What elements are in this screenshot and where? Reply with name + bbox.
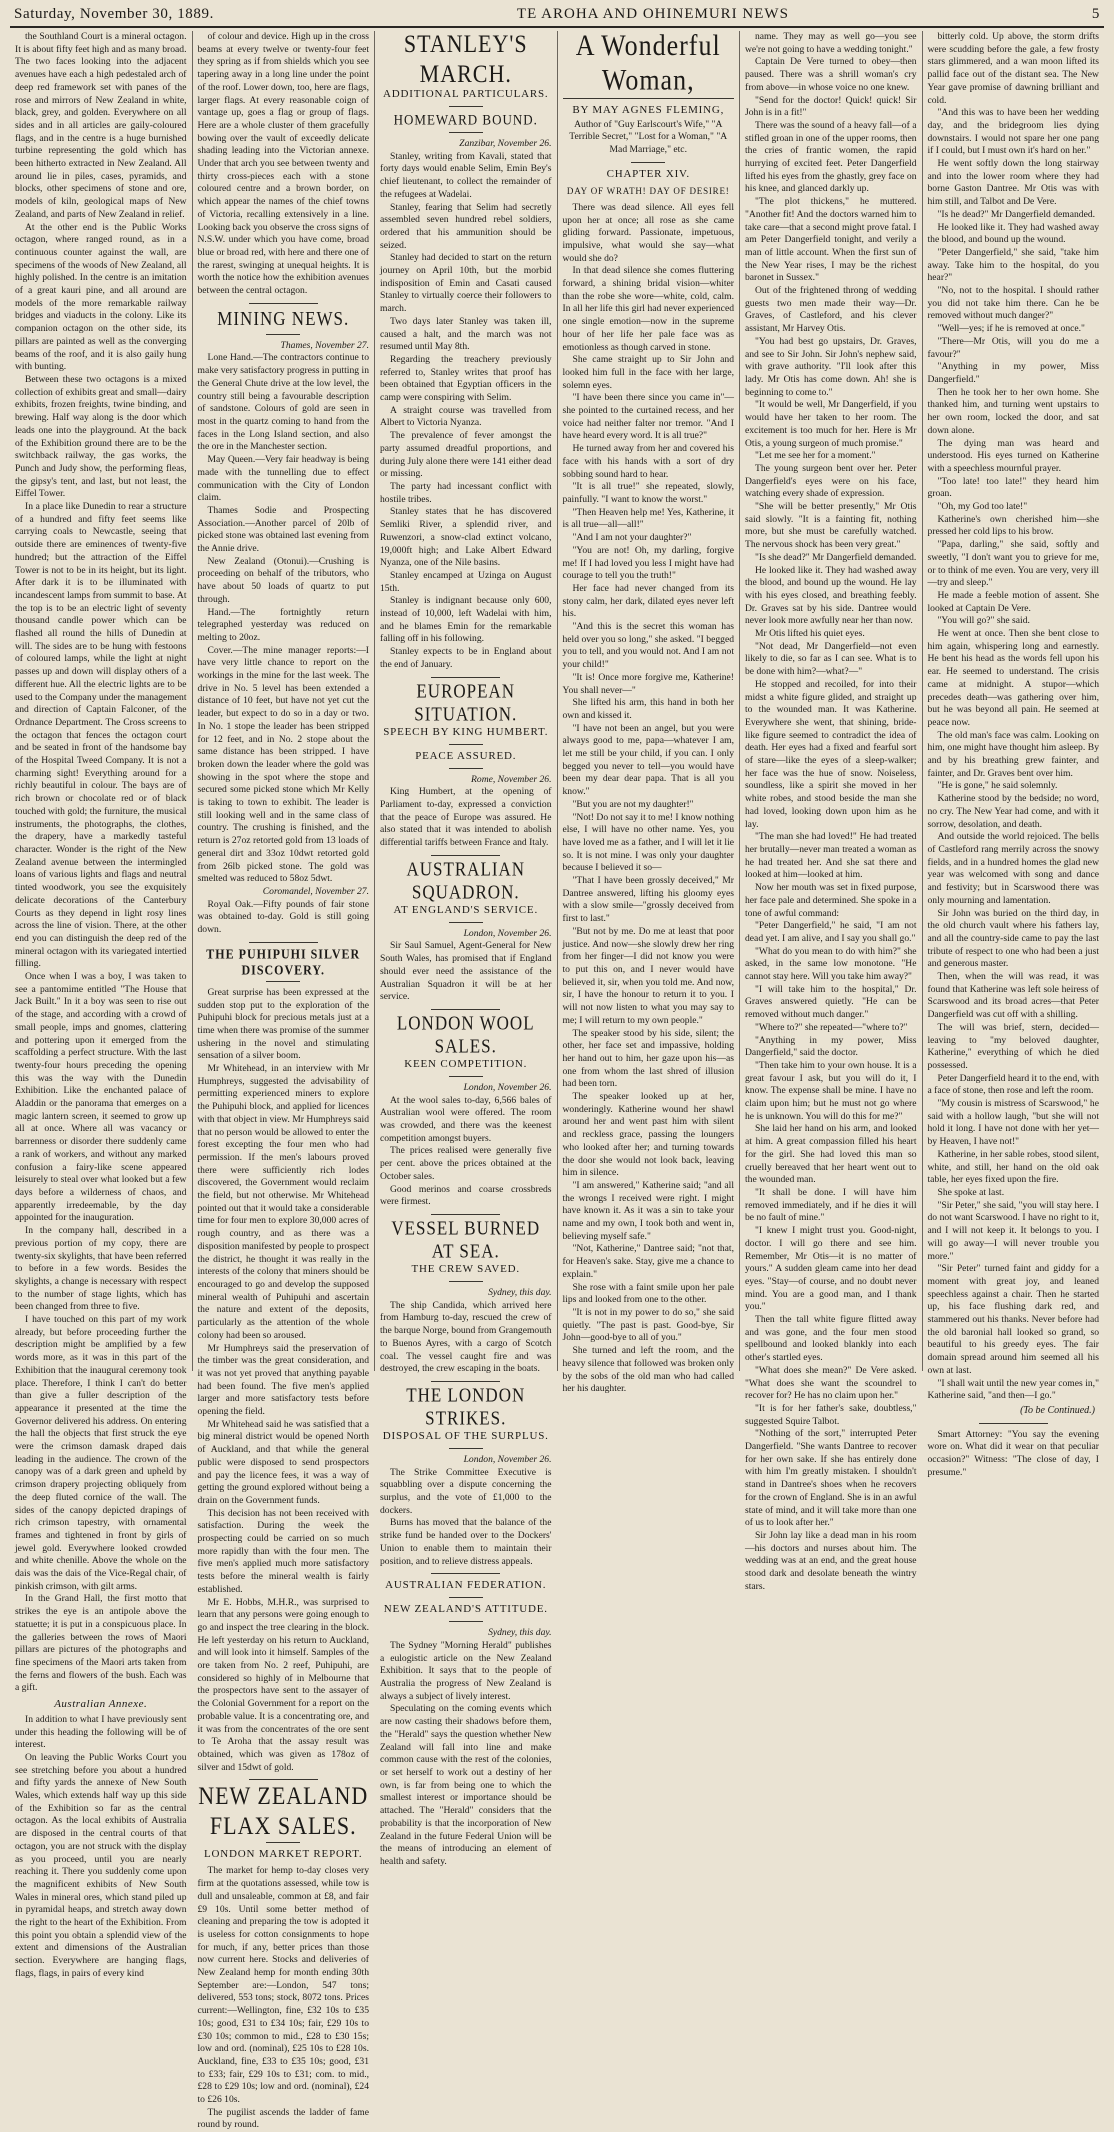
paragraph: The prices realised were generally five per cent. above the prices obtained at the October sales. (380, 1145, 552, 1182)
paragraph: There was dead silence. All eyes fell upon her at once; all rose as she came gliding forward. Passionate, impetuous, impulsive, what would she say—what would she do? (562, 201, 734, 264)
paragraph: "I am answered," Katherine said; "and all the wrongs I received were right. I might have known it. As it was a sin to take your name and my own, I took both and went in, believing myself safe." (562, 1179, 734, 1242)
chapter-heading: CHAPTER XIV. (606, 167, 690, 180)
paragraph: Between these two octagons is a mixed collection of exhibits great and small—dairy exhibits, frozen freights, twine binding, and brewing. Half way along is the door which leads one into the playground. At the back of the Exhibition ground there are to be the switchback railway, the gas works, the Punch and Judy show, the performing fleas, the gipsy's tent, and last, but not least, the Eiffel Tower. (15, 373, 187, 500)
squadron-paragraphs (380, 940, 552, 1004)
vessel-subheading: THE CREW SAVED. (411, 1263, 520, 1275)
vessel-paragraphs (380, 1300, 552, 1376)
paragraph: "Sir Peter" turned faint and giddy for a moment with great joy, and leaned speechless against a chair. Then he started up, his face flushing dark red, and stammered out his thanks. Never before had the old baronial hall looked so grand, so beautiful to his greedy eyes. The fair domain spread around him seemed all his own at last. (927, 1263, 1099, 1376)
european-heading: EUROPEAN SITUATION. (414, 679, 518, 725)
paragraph: "I knew I might trust you. Good-night, doctor. I will go there and see him. Remember, Mr Otis—it is no matter of yours." A sudden gleam came into her dead eyes. "Stay—of course, and no doubt never mind. You are a good man, and I thank you." (745, 1225, 917, 1313)
divider (449, 1281, 483, 1282)
exhibition-article (15, 31, 187, 1981)
story-title: A Wonderful Woman, (575, 28, 721, 97)
paragraph: Smart Attorney: "You say the evening wore on. What did it wear on that peculiar occasion?" Witness: "The close of day, I presume." (927, 1428, 1099, 1478)
divider (431, 855, 500, 856)
divider (449, 132, 483, 133)
paragraph: "You are not! Oh, my darling, forgive me! If I had loved you less I might have had courage to tell you the truth!" (562, 544, 734, 582)
squadron-heading: AUSTRALIAN SQUADRON. (406, 857, 526, 903)
paragraph: "You had best go upstairs, Dr. Graves, and see to Sir John. Sir John's nephew said, with grave authority. "I'll look after this lady. Mr Otis has come down. Ah! she is beginning to come to." (745, 335, 917, 398)
flax-sales-heading: NEW ZEALAND FLAX SALES. (198, 1781, 369, 1841)
paragraph: of colour and device. High up in the cross beams at every twelve or twenty-four feet they spring as if from shields which you see tapering away in a long line under the point of the roof. Lower down, too, here are flags, larger flags. At every reasonable coign of vantage up, goes a flag or group of flags. Here are a whole cluster of them gracefully bowing over the vault of exceedly delicate shading leading into the Victorian annexe. Under that arch you see between twenty and thirty cross-pieces each with a stone coloured centre and a brown border, on which appear the names of the chief towns of Victoria, recalling extensively in a line. Looking back you observe the cross signs of N.S.W. under which you have come, broad blue or broad red, with here and there one of the rarest, swinging at unequal heights. It is worth the notice how the exhibition avenues between the central octagon. (197, 31, 369, 297)
story-paragraphs-part-2 (745, 31, 917, 1593)
paragraph: "I have not been an angel, but you were always good to me, papa—whatever I am, let me still be your child, if you can. I only begged you never to tell—you would have been my dear dear papa. That is all you know." (562, 722, 734, 798)
story-byline: BY MAY AGNES FLEMING, (572, 104, 725, 116)
exhibition-paragraphs (15, 31, 187, 1695)
issue-date: Saturday, November 30, 1889. (14, 6, 214, 22)
paragraph: "It is all true!" she repeated, slowly, painfully. "I want to know the worst." (562, 481, 734, 505)
paragraph: The speaker looked up at her, wonderingly. Katherine wound her shawl around her and went past him with silent and reckless grace, passing the loungers who looked after her; and turning towards the door she would not look back, leaving him in silence. (562, 1091, 734, 1179)
divider (631, 162, 665, 163)
paragraph: Cover.—The mine manager reports:—I have very little chance to report on the workings in the mine for the last week. The drive in No. 5 level has been extended a distance of 10 feet, but have not yet cut the leader, but expect to do so in a day or two. In No. 1 stope the leader has been stripped for 12 feet, and in No. 2 stope about the same distance has been stripped. I have broken down the leader where the gold was showing in the spot where the stope and secured some picked stone which Mr Kelly is taking to town to exhibit. The leader is still looking well and in the same class of country. The crushing is finished, and the return is 27oz retorted gold from 13 loads of general dirt and 33oz 10dwt retorted gold from 26lb picked stone. The gold was smelted was reduced to 58oz 5dwt. (197, 644, 369, 885)
paragraph: The party had incessant conflict with hostile tribes. (380, 480, 552, 505)
paragraph: "I will take him to the hospital," Dr. Graves answered quietly. "He can be removed without much danger." (745, 983, 917, 1021)
paragraph: He went at once. Then she bent close to him again, whispering long and earnestly. He bent his head as the words fell upon his ear. He seemed to understand. The crisis came at midnight. A stupor—which precedes death—was gathering over him, but he was beyond all pain. He seemed at peace now. (927, 628, 1099, 728)
paragraph: Two days later Stanley was taken ill, caused a halt, and the march was not resumed until May 8th. (380, 315, 552, 353)
paragraph: She spoke at last. (937, 1186, 1005, 1198)
mining-dateline: Thames, November 27. (280, 339, 369, 351)
paragraph: "Anything in my power, Miss Dangerfield," said the doctor. (745, 1034, 917, 1059)
squadron-dateline: London, November 26. (463, 927, 552, 939)
paragraph: Stanley, fearing that Selim had secretly assembled seven hundred rebel soldiers, ordered that his ammunition should be seized. (380, 201, 552, 251)
mining-news-heading: MINING NEWS. (217, 307, 350, 330)
paragraph: Then, when the will was read, it was found that Katherine was left sole heiress of Scarswood and its broad acres—that Peter Dangerfield was cut off with a shilling. (927, 971, 1099, 1021)
wool-subheading: KEEN COMPETITION. (404, 1057, 528, 1070)
paragraph: The Sydney "Morning Herald" publishes a eulogistic article on the New Zealand Exhibition. It says that to the people of Australia the progress of New Zealand is always a subject of lively interest. (380, 1639, 552, 1702)
paragraph: She laid her hand on his arm, and looked at him. A great compassion filled his heart for the girl. She had loved this man so cruelly bereaved that her heart went out to the wounded man. (745, 1123, 917, 1186)
paragraph: "The plot thickens," he muttered. "Another fit! And the doctors warned him to take care—that a second might prove fatal. I am Peter Dangerfield tonight, and verily a man of little account. When the first sun of the New Year rises, I may be the richest baronet in Sussex." (745, 196, 917, 284)
paragraph: Thames Sodie and Prospecting Association.—Another parcel of 20lb of picked stone was obtained last evening from the Annie drive. (197, 504, 369, 555)
peace-assured-heading: PEACE ASSURED. (415, 749, 517, 762)
paragraph: Good merinos and coarse crossbreds were firmest. (380, 1183, 552, 1208)
story-author-credits: Author of "Guy Earlscourt's Wife," "A Terrible Secret," "Lost for a Woman," "A Mad Marriage," etc. (569, 118, 728, 156)
paragraph: He stopped and recoiled, for into their midst a white figure glided, and straight up to the wounded man. It was Katherine. Everywhere she went, that shining, bride-like figure seemed to contradict the idea of death. Her eyes had a fixed and fearful sort of stare—like the eyes of a sleep-walker; her face was the hue of snow. Noiseless, soundless, like a spirit she moved in her white robes, and stood beside the man she had loved, looking down upon him as he lay. (745, 678, 917, 830)
paragraph: the Southland Court is a mineral octagon. It is about fifty feet high and as many broad. The two faces looking into the adjacent avenues have each a high pedestaled arch of deep red framework set with panes of the rose and mirrors of New Zealand in white, black, grey, and golden. Everywhere on all sides and in all articles are gaily-coloured flags, and in the centre is a huge burnished turbine representing the gold which has been hitherto extracted in New Zealand. All around lie in piles, cases, pyramids, and blocks, other specimens of stone and ore, models of kiln, geological maps of New Zealand, and parts of New Zealand in relief. (15, 31, 187, 220)
paragraph: "It would be well, Mr Dangerfield, if you would have her taken to her room. The excitement is too much for her. Here is Mr Otis, a young surgeon of much promise." (745, 399, 917, 449)
paragraph: "He is gone," he said solemnly. (937, 780, 1058, 792)
paragraph: "What does she mean?" De Vere asked. "What does she want the scoundrel to recover for? He has no claim upon her." (745, 1364, 917, 1402)
european-subheading: SPEECH BY KING HUMBERT. (383, 725, 549, 738)
paragraph: At the wool sales to-day, 6,566 bales of Australian wool were offered. The room was crowded, and there was the keenest competition amongst buyers. (380, 1094, 552, 1144)
squadron-subheading: AT ENGLAND'S SERVICE. (393, 903, 538, 916)
paragraph: On leaving the Public Works Court you see stretching before you about a hundred and fifty yards the annexe of New South Wales, which extends half way up this side of the Exhibition so far as the central octagon. As the local exhibits of Australia are disposed in the central courts of that octagon, you are not struck with the display as you proceed, until you are nearly reaching it. There you suddenly come upon the magnificent exhibits of New South Wales in mineral ores, which stand piled up in pyramidal heaps, and stretch away down the right to the heart of the Exhibition. From this point you obtain a splendid view of the extent and dimensions of the Australian section. Everywhere are hanging flags, flags, flags, in pairs of every kind (15, 1751, 187, 1979)
silver-paragraphs (198, 987, 370, 1775)
paragraph: The young surgeon bent over her. Peter Dangerfield's eyes were on his face, watching every shade of expression. (745, 462, 917, 500)
divider (431, 1214, 500, 1215)
divider (449, 744, 483, 745)
paragraph: Mr E. Hobbs, M.H.R., was surprised to learn that any persons were going enough to go and inspect the tree clearing in the block. He left yesterday on his return to Auckland, and will look into it himself. Samples of the ore taken from No. 2 reef, Puhipuhi, are considered so highly of in Melbourne that the prospectors have sent to the assayer of the Colonial Government for a report on the probable value. It is a concentrating ore, and it was from the concentrates of the ore sent to Te Aroha that the assay result was obtained, which was given as 178oz of silver and 15dwt of gold. (197, 1596, 369, 1773)
coromandel-paragraphs (198, 899, 370, 937)
paragraph: And outside the world rejoiced. The bells of Castleford rang merrily across the snowy fields, and in a hundred homes the glad new year was welcomed with song and dance and festivity; but in Scarswood there was only mourning and lamentation. (927, 831, 1099, 906)
paragraph: In addition to what I have previously sent under this heading the following will be of interest. (15, 1713, 187, 1751)
australian-annexe-heading: Australian Annexe. (54, 1698, 148, 1711)
paragraph: Mr Humphreys said the preservation of the timber was the great consideration, and it was not yet proved that anything payable had been found. The five men's applied larger and more satisfactory tests before opening the field. (197, 1342, 369, 1418)
paragraph: "Then take him to your own house. It is a great favour I ask, but you will do it, I know. The expense shall be mine. I have no claim upon him; but he must not go where he is unknown. You will do this for me?" (745, 1059, 917, 1122)
vessel-burned-heading: VESSEL BURNED AT SEA. (391, 1217, 541, 1262)
european-paragraphs (380, 786, 552, 850)
paragraph: "And this is the secret this woman has held over you so long," she asked. "I begged you to tell, and you would not. And I am not your child!" (562, 621, 734, 671)
filler-paragraphs (928, 1429, 1100, 1480)
paragraph: The will was brief, stern, decided—leaving to "my beloved daughter, Katherine," everything of which he died possessed. (927, 1021, 1099, 1071)
silver-discovery-heading: THE PUHIPUHI SILVER DISCOVERY. (206, 945, 361, 978)
paragraph: Then he took her to her own home. She thanked him, and turning went upstairs to her own room, locked the door, and sat down alone. (927, 386, 1099, 436)
paragraph: "But you are not my daughter!" (572, 798, 694, 810)
divider (449, 768, 483, 769)
paragraph: "Let me see her for a moment." (755, 450, 876, 462)
paragraph: Great surprise has been expressed at the sudden stop put to the exploration of the Puhipuhi block for precious metals just at a time when there was promise of the summer ushering in the novel and stimulating sensation of a silver boom. (197, 986, 369, 1062)
paragraph: Speculating on the coming events which are now casting their shadows before them, the "Herald" says the question whether New Zealand will fall into line and make common cause with the rest of the colonies, or set herself to work out a destiny of her own, is far from being one to which the smallest interest or importance should be attached. The "Herald" considers that the probability is that the incorporation of New Zealand in the future Federal Union will be the means of introducing an element of health and safety. (380, 1703, 552, 1867)
paragraph: "Not! Do not say it to me! I know nothing else, I will have no other name. Yes, you have loved me as a father, and I will let it lie so. It is not mine. I was only your daughter because I believed it so— (562, 811, 734, 874)
paragraph: "Peter Dangerfield," she said, "take him away. Take him to the hospital, do you hear?" (927, 246, 1099, 284)
column-3 (375, 29, 558, 1867)
paragraph: May Queen.—Very fair headway is being made with the tunnelling due to effect communication with the City of London claim. (197, 454, 369, 504)
paragraph: "It is for her father's sake, doubtless," suggested Squire Talbot. (745, 1402, 917, 1427)
divider (449, 922, 483, 923)
paragraph: Sir Saul Samuel, Agent-General for New South Wales, has promised that if England should ever need the assistance of the Australian Squadron it will be at her service. (380, 940, 552, 1003)
divider (979, 1423, 1048, 1424)
paragraph: In the company hall, described in a previous portion of my copy, there are twenty-six skylights, that have been referred to before in a few words. Besides the skylights, a change is necessary with respect to the number of stage lights, which has been changed from three to five. (15, 1225, 187, 1313)
paragraph: "Too late! too late!" they heard him groan. (927, 475, 1099, 500)
paragraph: Katherine's own cherished him—she pressed her cold lips to his brow. (927, 513, 1099, 538)
story-paragraphs-part-3 (928, 31, 1100, 1403)
paragraph: "Nothing of the sort," interrupted Peter Dangerfield. "She wants Dantree to recover for her own sake. If she has entirely done with him I'm greatly mistaken. I shouldn't stand in Dantree's shoes when he recovers for the crown of England. She is in an awful state of mind, and it will take more than one of us to look after her." (745, 1428, 917, 1529)
paragraph: A straight course was travelled from Albert to Victoria Nyanza. (380, 404, 552, 429)
paragraph: Katherine stood by the bedside; no word, no cry. The New Year had come, and with it sorrow, desolation, and death. (927, 793, 1099, 830)
divider (266, 1842, 300, 1843)
divider (249, 942, 318, 943)
paragraph: Sir John was buried on the third day, in the old church vault where his fathers lay, and all the country-side came to pay the last tribute of respect to one who had been a just and generous master. (927, 907, 1099, 970)
stanley-heading: STANLEY'S MARCH. (403, 29, 528, 88)
paragraph: In a place like Dunedin to rear a structure of a hundred and fifty feet seems like carrying coals to Newcastle, seeing that outside there are eminences of twenty-five hundred; but the attraction of the Eiffel Tower is not to be in its height, but its light. After dark it is to be illuminated with incandescent lamps from summit to base. At the top is to be an electric light of seventy thousand candle power which can be flashed all round the hills of Dunedin at will. The sides are to be hung with festoons of coloured lamps, while the light at night passes up and down will display others of a different hue. All the electric lights are to be used to the Company under the management and direction of Captain Falconer, of the Ordnance Department. The Cross screens to the octagon that fences the octagon court and be seated in front of the handsome bay of the Hospital Tweed Company. It is not a charming sight! Everything around for a richly beautiful in colour. The bays are of rich brown or chocolate red or of black touched with gold; the furniture, the musical instruments, the photographs, the clothes, the drapery, have a markedly tasteful character. Wonder is the right of the New Zealand avenue between the intermingled loans of various lights and flags and neutral tinted woodwork, you see the exquisitely delicate decorations of the Canterbury Courts as they depend in light rosy lines across the line of vision. There, at the other end you can distinguish the deep red of the mineral octagon with its variegated intertied filling. (15, 501, 187, 970)
paragraph: The old man's face was calm. Looking on him, one might have thought him asleep. By and by his breathing grew fainter, and fainter, and Dr. Graves bent over him. (927, 729, 1099, 779)
paragraph: "It is! Once more forgive me, Katherine! You shall never—" (562, 671, 734, 696)
coromandel-dateline: Coromandel, November 27. (262, 886, 369, 897)
paragraph: Mr Whitehead, in an interview with Mr Humphreys, suggested the advisability of permitting experienced miners to explore the Puhipuhi block, and applied for licences with that object in view. Mr Humphreys said that no person would be allowed to enter the forest excepting the four men who had permission. If the men's labours proved there were sufficiently rich lodes discovered, the Government would reclaim the field, but not otherwise. Mr Whitehead pointed out that it would take a considerable time for four men to explore 30,000 acres of rough country, and as there was a disposition manifested by people to prospect the district, he thought it was really in the interests of the colony that miners should be encouraged to go and develop the supposed mineral wealth of Puhipuhi and ascertain the nature and extent of the deposits, particularly as the attention of the whole colony had been so aroused. (197, 1063, 370, 1341)
paragraph: "I have been there since you came in"—she pointed to the curtained recess, and her voice had neither falter nor tremor. "And I have heard every word. It is all true?" (562, 392, 734, 442)
paragraph: In the Grand Hall, the first motto that strikes the eye is an antipole above the statuette; it is put in a conspicuous place. In the galleries between the rows of Maori pillars are pictures of the photographs and fine specimens of the Maori arts taken from the ferns and flowers of the bush. Each was a gift. (15, 1593, 187, 1694)
paragraph: She came straight up to Sir John and looked him full in the face with her large, solemn eyes. (562, 354, 734, 391)
paragraph: Katherine, in her sable robes, stood silent, white, and still, her hand on the old oak table, her eyes fixed upon the fire. (927, 1148, 1099, 1186)
flax-paragraphs (198, 1865, 370, 2132)
paragraph: "Is he dead?" Mr Dangerfield demanded. (937, 208, 1096, 220)
paragraph: Hand.—The fortnightly return telegraphed yesterday was reduced on melting to 20oz. (197, 606, 369, 643)
wool-sales-heading: LONDON WOOL SALES. (396, 1011, 535, 1057)
paragraph: The dying man was heard and understood. His eyes turned on Katherine with a speechless mournful prayer. (927, 437, 1099, 474)
paragraph: He looked like it. They had washed away the blood, and bound up the wound. (927, 221, 1099, 246)
paragraph: The speaker stood by his side, silent; the other, her face set and impassive, holding her hand out to him, her gaze upon his—as one from whom the last shred of illusion had been torn. (562, 1027, 734, 1090)
divider (449, 106, 483, 107)
london-strikes-heading: THE LONDON STRIKES. (406, 1383, 526, 1429)
divider (266, 981, 300, 982)
paragraph: "And this was to have been her wedding day, and the bridegroom lies dying downstairs. I would not spare her one pang if I could, but I must own it's hard on her." (927, 107, 1099, 157)
newspaper-title: TE AROHA AND OHINEMURI NEWS (516, 6, 789, 22)
strikes-subheading: DISPOSAL OF THE SURPLUS. (382, 1429, 549, 1442)
paragraph: Now her mouth was set in fixed purpose, her face pale and determined. She spoke in a tone of awful command: (745, 882, 917, 919)
paragraph: "Not, Katherine," Dantree said; "not that, for Heaven's sake. Stay, give me a chance to explain." (562, 1243, 734, 1280)
divider (431, 677, 500, 678)
stanley-paragraphs (380, 151, 552, 672)
paragraph: "It is not in my power to do so," she said quietly. "The past is past. Good-bye, Sir John—good-bye to all of you." (562, 1306, 734, 1344)
paragraph: "I shall wait until the new year comes in," Katherine said, "and then—I go." (927, 1377, 1099, 1402)
paragraph: This decision has not been received with satisfaction. During the week the prospecting could be carried on so much more rapidly than with the four men. The five men's applied much more satisfactory tests before the mineral wealth is fairly established. (197, 1507, 369, 1595)
federation-subheading: NEW ZEALAND'S ATTITUDE. (383, 1603, 548, 1616)
paragraph: He looked like it. They had washed away the blood, and bound up the wound. He lay with his eyes closed, and breathing feebly. Dr. Graves sat by his side. Dantree would never look more awfully near her than now. (745, 564, 917, 627)
paragraph: Lone Hand.—The contractors continue to make very satisfactory progress in putting in the General Chute drive at the low level, the country still being a favourable description of sandstone. Colours of gold are seen in most in the quartz coming to hand from the faces in the Long Island section, and also the ore in the Manchester section. (197, 352, 369, 453)
column-4 (558, 28, 741, 1395)
federation-heading: AUSTRALIAN FEDERATION. (385, 1579, 547, 1592)
paragraph: She rose with a faint smile upon her pale lips and looked from one to the other. (562, 1281, 734, 1306)
divider (449, 1448, 483, 1449)
divider (431, 1009, 500, 1010)
paragraph: "You will go?" she said. (937, 615, 1030, 627)
divider (431, 1381, 500, 1382)
paragraph: The ship Candida, which arrived here from Hamburg to-day, rescued the crew of the barque Norge, bound from Grangemouth to Buenos Ayres, with a cargo of Scotch coal. The vessel caught fire and was destroyed, the crew escaping in the boats. (380, 1299, 552, 1375)
paragraph: "She will be better presently," Mr Otis said slowly. "It is a fainting fit, nothing more, but she must be carefully watched. The nervous shock has been very great." (745, 501, 917, 551)
paragraph: Mr Otis lifted his quiet eyes. (755, 628, 865, 640)
paragraph: "Oh, my God too late!" (937, 501, 1028, 513)
masthead (10, 6, 1104, 28)
paragraph: Royal Oak.—Fifty pounds of fair stone was obtained to-day. Gold is still going down. (197, 898, 369, 936)
paragraph: Stanley states that he has discovered Semliki River, a splendid river, and Ruwenzori, a snow-clad extinct volcano, 19,000ft high; and Lake Albert Edward Nyanza, one of the Nile basins. (380, 506, 552, 569)
paragraph: The pugilist ascends the ladder of fame round by round. (197, 2106, 369, 2131)
column-6 (923, 31, 1105, 1478)
paragraph: Burns has moved that the balance of the strike fund be handed over to the Dockers' Union to enable them to maintain their position, and to relieve distress appeals. (380, 1517, 552, 1567)
column-5 (740, 31, 923, 1592)
paragraph: "And I am not your daughter?" (572, 532, 692, 544)
divider (449, 1597, 483, 1598)
strikes-dateline: London, November 26. (463, 1453, 552, 1465)
homeward-heading: HOMEWARD BOUND. (393, 110, 538, 129)
european-dateline: Rome, November 26. (471, 773, 552, 785)
vessel-dateline: Sydney, this day. (488, 1287, 552, 1298)
flax-subheading: LONDON MARKET REPORT. (204, 1848, 363, 1861)
annexe-paragraphs (15, 1714, 187, 1981)
paragraph: Then the tall white figure flitted away and was gone, and the four men stood spellbound and looked blankly into each other's startled eyes. (745, 1314, 917, 1364)
chapter-subheading: DAY OF WRATH! DAY OF DESIRE! (566, 185, 730, 196)
column-2 (193, 31, 376, 2131)
paragraph: Sir John lay like a dead man in his room—his doctors and nurses about him. The wedding was at an end, and the great house stood dark and desolate beneath the wintry stars. (745, 1529, 917, 1592)
paragraph: "Where to?" she repeated—"where to?" (755, 1021, 908, 1033)
paragraph: At the other end is the Public Works octagon, where ranged round, as in a continuous counter against the wall, are specimens of the woods of New Zealand, all highly polished. In the centre is an imitation of a great kauri pine, and all around are models of the more remarkable railway bridges and viaducts in the colony. Like its companion octagon on the other side, its pillars are painted as well as the converging beams of the roof, and it is also gaily hung with bunting. (15, 221, 187, 373)
paragraph: "No, not to the hospital. I should rather you did not take him there. Can he be removed without much danger?" (927, 285, 1099, 322)
annexe-continued (198, 31, 370, 298)
paragraph: The prevalence of fever amongst the party assumed dreadful proportions, and during July alone there were 141 either dead or missing. (380, 430, 552, 480)
paragraph: "Sir Peter," she said, "you will stay here. I do not want Scarswood. I have no right to it, and I will not keep it. It belongs to you. I will go away—I will never trouble you more." (927, 1199, 1099, 1262)
federation-dateline: Sydney, this day. (488, 1627, 552, 1639)
page-number: 5 (1091, 6, 1100, 22)
paragraph: "Send for the doctor! Quick! quick! Sir John is in a fit!" (745, 94, 917, 119)
paragraph: "That I have been grossly deceived," Mr Dantree answered, lifting his gloomy eyes with a slow smile—"grossly deceived from first to last." (562, 875, 734, 925)
paragraph: "Papa, darling," she said, softly and sweetly, "I don't want you to grieve for me, or to think of me even. You are very, very ill—try and sleep." (927, 539, 1099, 589)
wool-dateline: London, November 26. (463, 1081, 552, 1093)
paragraph: "Is she dead?" Mr Dangerfield demanded. (755, 551, 917, 563)
divider (563, 98, 735, 99)
story-paragraphs-part-1 (563, 202, 735, 1396)
homeward-dateline: Zanzibar, November 26. (459, 138, 552, 149)
paragraph: "But not by me. Do me at least that poor justice. And now—she slowly drew her ring from her finger—I did not know you were to put this on, and I never would have believed it, sir, when you told me. And now, sir, I have the honour to return it to you. I will not now listen to what you may say to me; I will return to my own people." (562, 925, 734, 1026)
paragraph: Mr Whitehead said he was satisfied that a big mineral district would be opened North of Auckland, and that while the general public were disposed to send prospectors and pay the licence fees, it was a way of getting the ground explored without being a drain on the Government funds. (197, 1418, 369, 1506)
paragraph: Her face had never changed from its stony calm, her dark, dilated eyes never left his. (562, 582, 734, 620)
divider (249, 303, 318, 304)
column-1 (10, 31, 193, 1979)
divider (431, 1573, 500, 1574)
paragraph: "My cousin is mistress of Scarswood," he said with a hollow laugh, "but she will not hold it long. I have not done with her yet—by Heaven, I have not!" (927, 1098, 1099, 1148)
federation-paragraphs (380, 1640, 552, 1869)
wool-paragraphs (380, 1095, 552, 1209)
paragraph: I have touched on this part of my work already, but before proceeding further the description might be amplified by a few words more, as it was in this part of the Exhibition that the inaugural ceremony took place. Therefore, I think I can't do better than give a fuller description of the appearance it presented at the time the Governor delivered his address. On entering the hall the objects that first struck the eye were the crimson damask draped dais leading in the audience. The crown of the canopy was of a dark green and upheld by crimson drapery projecting obliquely from the deep fluted cornice of the wall. The sides of the canopy depicted drapings of rich crimson tapestry, with ornamental frames and tightened in front by girls of jewel gold. Everywhere looked crowded and white chenille. Above the whole on the dais was the dais of the Vice-Regal chair, of pinkish crimson, with gilt arms. (15, 1314, 187, 1592)
paragraph: name. They may as well go—you see we're not going to have a wedding tonight." (745, 31, 917, 55)
divider (449, 1076, 483, 1077)
paragraph: "The man she had loved!" He had treated her brutally—never man treated a woman as he had treated her. And she sat there and looked at him—looked at him. (745, 831, 917, 881)
paragraph: "Well—yes; if he is removed at once." (937, 323, 1085, 335)
paragraph: "Anything in my power, Miss Dangerfield." (927, 361, 1099, 385)
paragraph: "Then Heaven help me! Yes, Katherine, it is all true—all—all!" (562, 506, 734, 531)
paragraph: Out of the frightened throng of wedding guests two men made their way—Dr. Graves, of Castleford, and his clever assistant, Mr Harvey Otis. (745, 285, 917, 335)
paragraph: In that dead silence she comes fluttering forward, a shining bridal vision—whiter than the robe she wore—white, cold, calm. In all her life this girl had never experienced one single emotion—now in the supreme hour of her life her pale face was as emotionless as though carved in stone. (562, 265, 734, 353)
paragraph: The market for hemp to-day closes very firm at the quotations assessed, while tow is dull and unsaleable, common at £8, and fair £9 10s. Until some better method of cleaning and preparing the tow is adopted it is useless for cotton consignments to hope for much, if any, better prices than those now current here. Stocks and deliveries of New Zealand hemp for month ending 30th September are:—London, 547 tons; delivered, 553 tons; stock, 8072 tons. Prices current:—Wellington, fine, £32 10s to £35 10s; good, £31 to £34 10s; fair, £29 10s to £30 10s; common to mid., £28 to £30 15s; low and ord. (nominal), £25 10s to £28 10s. Auckland, fine, £33 to £35 10s; good, £31 to £33; fair, £29 10s to £31; com. to mid., £28 to £29 10s; low and ord. (nominal), £24 to £26 10s. (197, 1865, 369, 2106)
paragraph: "There—Mr Otis, will you do me a favour?" (927, 335, 1099, 360)
paragraph: She turned and left the room, and the heavy silence that followed was broken only by the sobs of the old man who had called her his daughter. (562, 1345, 734, 1395)
columns (10, 28, 1104, 2131)
paragraph: Stanley expects to be in England about the end of January. (380, 646, 552, 670)
paragraph: Regarding the treachery previously referred to, Stanley writes that proof has been obtained that Egyptian officers in the camp were conspiring with Selim. (380, 353, 552, 404)
paragraph: He went softly down the long stairway and into the lower room where they had borne Gaston Dantree. Mr Otis was with him still, and Talbot and De Vere. (927, 158, 1099, 208)
paragraph: There was the sound of a heavy fall—of a stifled groan in one of the upper rooms, then the cries of frantic women, the rapid hurrying of excited feet. Peter Dangerfield lifted his eyes from the ghastly, grey face on his knee, and glanced darkly up. (745, 119, 917, 195)
paragraph: New Zealand (Otonui).—Crushing is proceeding on behalf of the tributors, who have about 50 loads of quartz to put through. (197, 555, 369, 605)
paragraph: "What do you mean to do with him?" she asked, in the same low monotone. "He cannot stay here. Will you take him away?" (745, 945, 917, 983)
paragraph: Stanley had decided to start on the return journey on April 10th, but the morbid indisposition of Emin and Casati caused Stanley to virtually coerce their followers to march. (380, 252, 552, 315)
stanley-subheading: ADDITIONAL PARTICULARS. (383, 88, 549, 100)
paragraph: Peter Dangerfield heard it to the end, with a face of stone, then rose and left the room. (927, 1072, 1099, 1097)
paragraph: He turned away from her and covered his face with his hands with a sort of dry sobbing sound hard to hear. (562, 443, 734, 480)
paragraph: He made a feeble motion of assent. She looked at Captain De Vere. (927, 589, 1099, 614)
paragraph: The Strike Committee Executive is squabbling over a dispute concerning the surplus, and the vote of £1,000 to the dockers. (380, 1466, 552, 1516)
paragraph: King Humbert, at the opening of Parliament to-day, expressed a conviction that the peace of Europe was assured. He also stated that it was intended to abolish differential tariffs between France and Italy. (380, 786, 552, 849)
paragraph: She lifted his arm, this hand in both her own and kissed it. (562, 697, 734, 721)
mining-paragraphs (198, 352, 370, 886)
paragraph: Stanley is indignant because only 600, instead of 10,000, left Wadelai with him, and he blames Emin for the remarkable falling off in his following. (380, 595, 552, 645)
divider (266, 334, 300, 335)
paragraph: Stanley, writing from Kavali, stated that forty days would enable Selim, Emin Bey's chief lieutenant, to collect the remainder of the refugees at Wadelai. (380, 150, 552, 200)
paragraph: "It shall be done. I will have him removed immediately, and if he dies it will be no fault of mine." (745, 1186, 917, 1224)
paragraph: Captain De Vere turned to obey—then paused. There was a shrill woman's cry from above—in whose voice no one knew. (745, 56, 917, 93)
strikes-paragraphs (380, 1467, 552, 1569)
divider (449, 1621, 483, 1622)
paragraph: "Not dead, Mr Dangerfield—not even likely to die, so far as I can see. What is to be done with him?—what?—" (745, 640, 917, 678)
paragraph: "Peter Dangerfield," he said, "I am not dead yet. I am alive, and I say you shall go." (745, 920, 917, 944)
paragraph: Once when I was a boy, I was taken to see a pantomime entitled "The House that Jack Built." In it a boy was seen to rise out of the stage, and according with a crowd of small people, imps and gnomes, clattering and pottering upon it emerged from the scaffolding a perfect structure. With the last twenty-four hours preceding the opening this was the way with the Dunedin Exhibition. Like the enchanted palace of Aladdin or the panorama that emerges on a magic lantern screen, it seemed to grow up all at once. Where all was vacancy or barrenness or disorder there suddenly came a rank of workers, and without any marked confusion a fairy-like scene appeared leisurely to steal over what looked but a few days before a wilderness of chaos, and apparently irredeemable, by the day appointed for the inauguration. (15, 971, 187, 1224)
paragraph: Stanley encamped at Uzinga on August 15th. (380, 569, 552, 594)
to-be-continued: (To be Continued.) (1020, 1404, 1095, 1416)
paragraph: bitterly cold. Up above, the storm drifts were scudding before the gale, a few frosty stars glimmered, and a wan moon lifted its pallid face out of the distant sea. The New Year gave promise of dawning brilliant and cold. (927, 31, 1099, 106)
